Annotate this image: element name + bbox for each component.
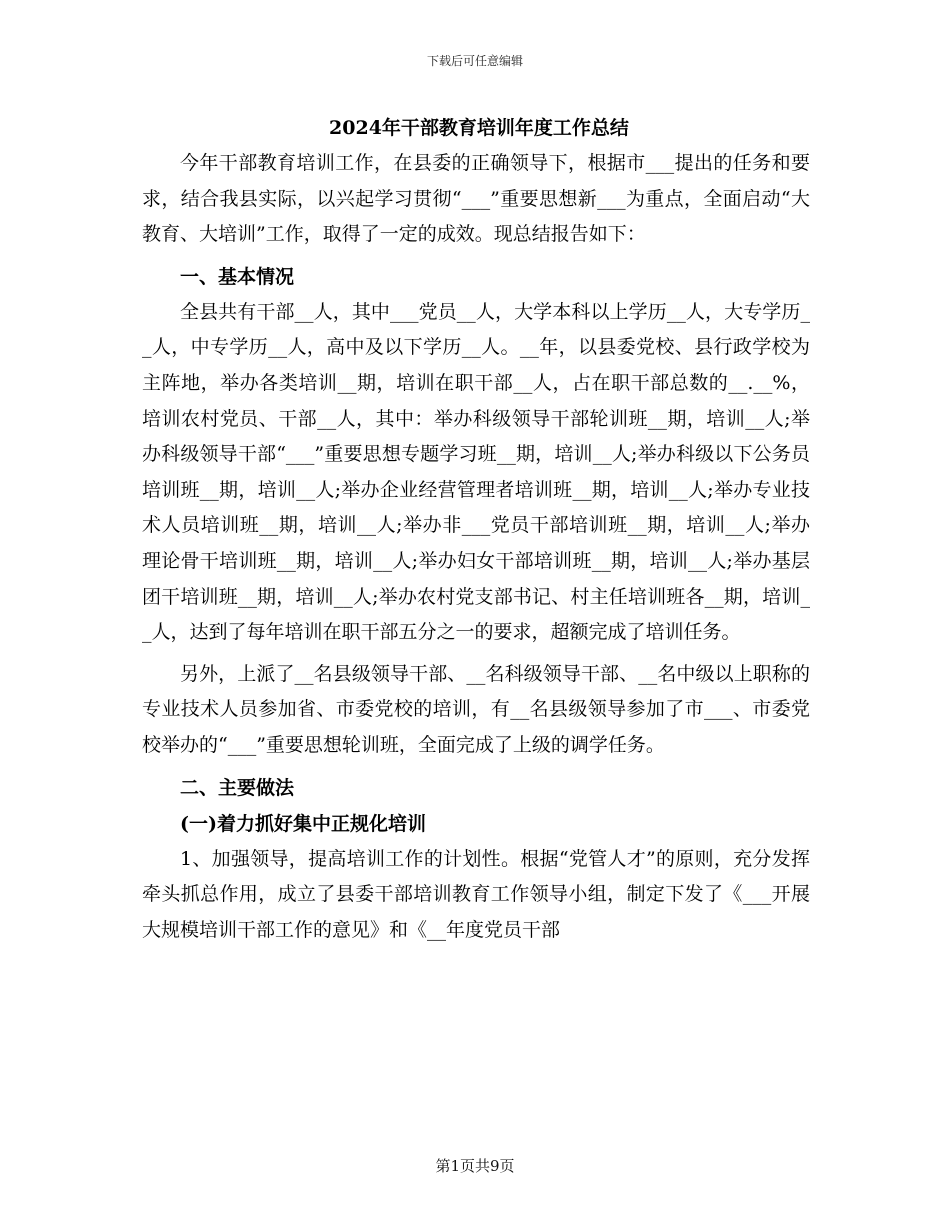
basic-situation-paragraph-1: 全县共有干部__人，其中___党员__人，大学本科以上学历__人，大专学历__人，中专学历__人，高中及以下学历__人。__年，以县委党校、县行政学校为主阵地，举办各类培训__期，培训在职干部__人，占在职干部总数的__.__%，培训农村党员、干部__人，其中：举办科级领导干部轮训班__期，培训__人;举办科级领导干部“___”重要思想专题学习班__期，培训__人;举办科级以下公务员培训班__期，培训__人;举办企业经营管理者培训班__期，培训__人;举办专业技术人员培训班__期，培训__人;举办非___党员干部培训班__期，培训__人;举办理论骨干培训班__期，培训__人;举办妇女干部培训班__期，培训__人;举办基层团干培训班__期，培训__人;举办农村党支部书记、村主任培训班各__期，培训__人，达到了每年培训在职干部五分之一的要求，超额完成了培训任务。 xyxy=(142,300,810,644)
document-title: 2024年干部教育培训年度工作总结 xyxy=(329,117,629,139)
subsection-heading-centralized-training: (一)着力抓好集中正规化培训 xyxy=(180,812,426,835)
header-note: 下载后可任意编辑 xyxy=(426,54,523,68)
intro-paragraph: 今年干部教育培训工作，在县委的正确领导下，根据市___提出的任务和要求，结合我县实际，以兴起学习贯彻“___”重要思想新___为重点，全面启动“大教育、大培训”工作，取得了一定的成效。现总结报告如下： xyxy=(142,152,810,246)
section-heading-basic-situation: 一、基本情况 xyxy=(180,265,295,288)
centralized-training-paragraph-1: 1、加强领导，提高培训工作的计划性。根据“党管人才”的原则，充分发挥牵头抓总作用，成立了县委干部培训教育工作领导小组，制定下发了《___开展大规模培训干部工作的意见》和《__年度党员干部 xyxy=(142,847,810,941)
basic-situation-paragraph-2: 另外，上派了__名县级领导干部、__名科级领导干部、__名中级以上职称的专业技术人员参加省、市委党校的培训，有__名县级领导参加了市___、市委党校举办的“___”重要思想轮训班，全面完成了上级的调学任务。 xyxy=(142,662,810,756)
document-body xyxy=(142,110,810,948)
page-number: 第1页共9页 xyxy=(435,1157,515,1175)
section-heading-main-practices: 二、主要做法 xyxy=(180,776,295,799)
